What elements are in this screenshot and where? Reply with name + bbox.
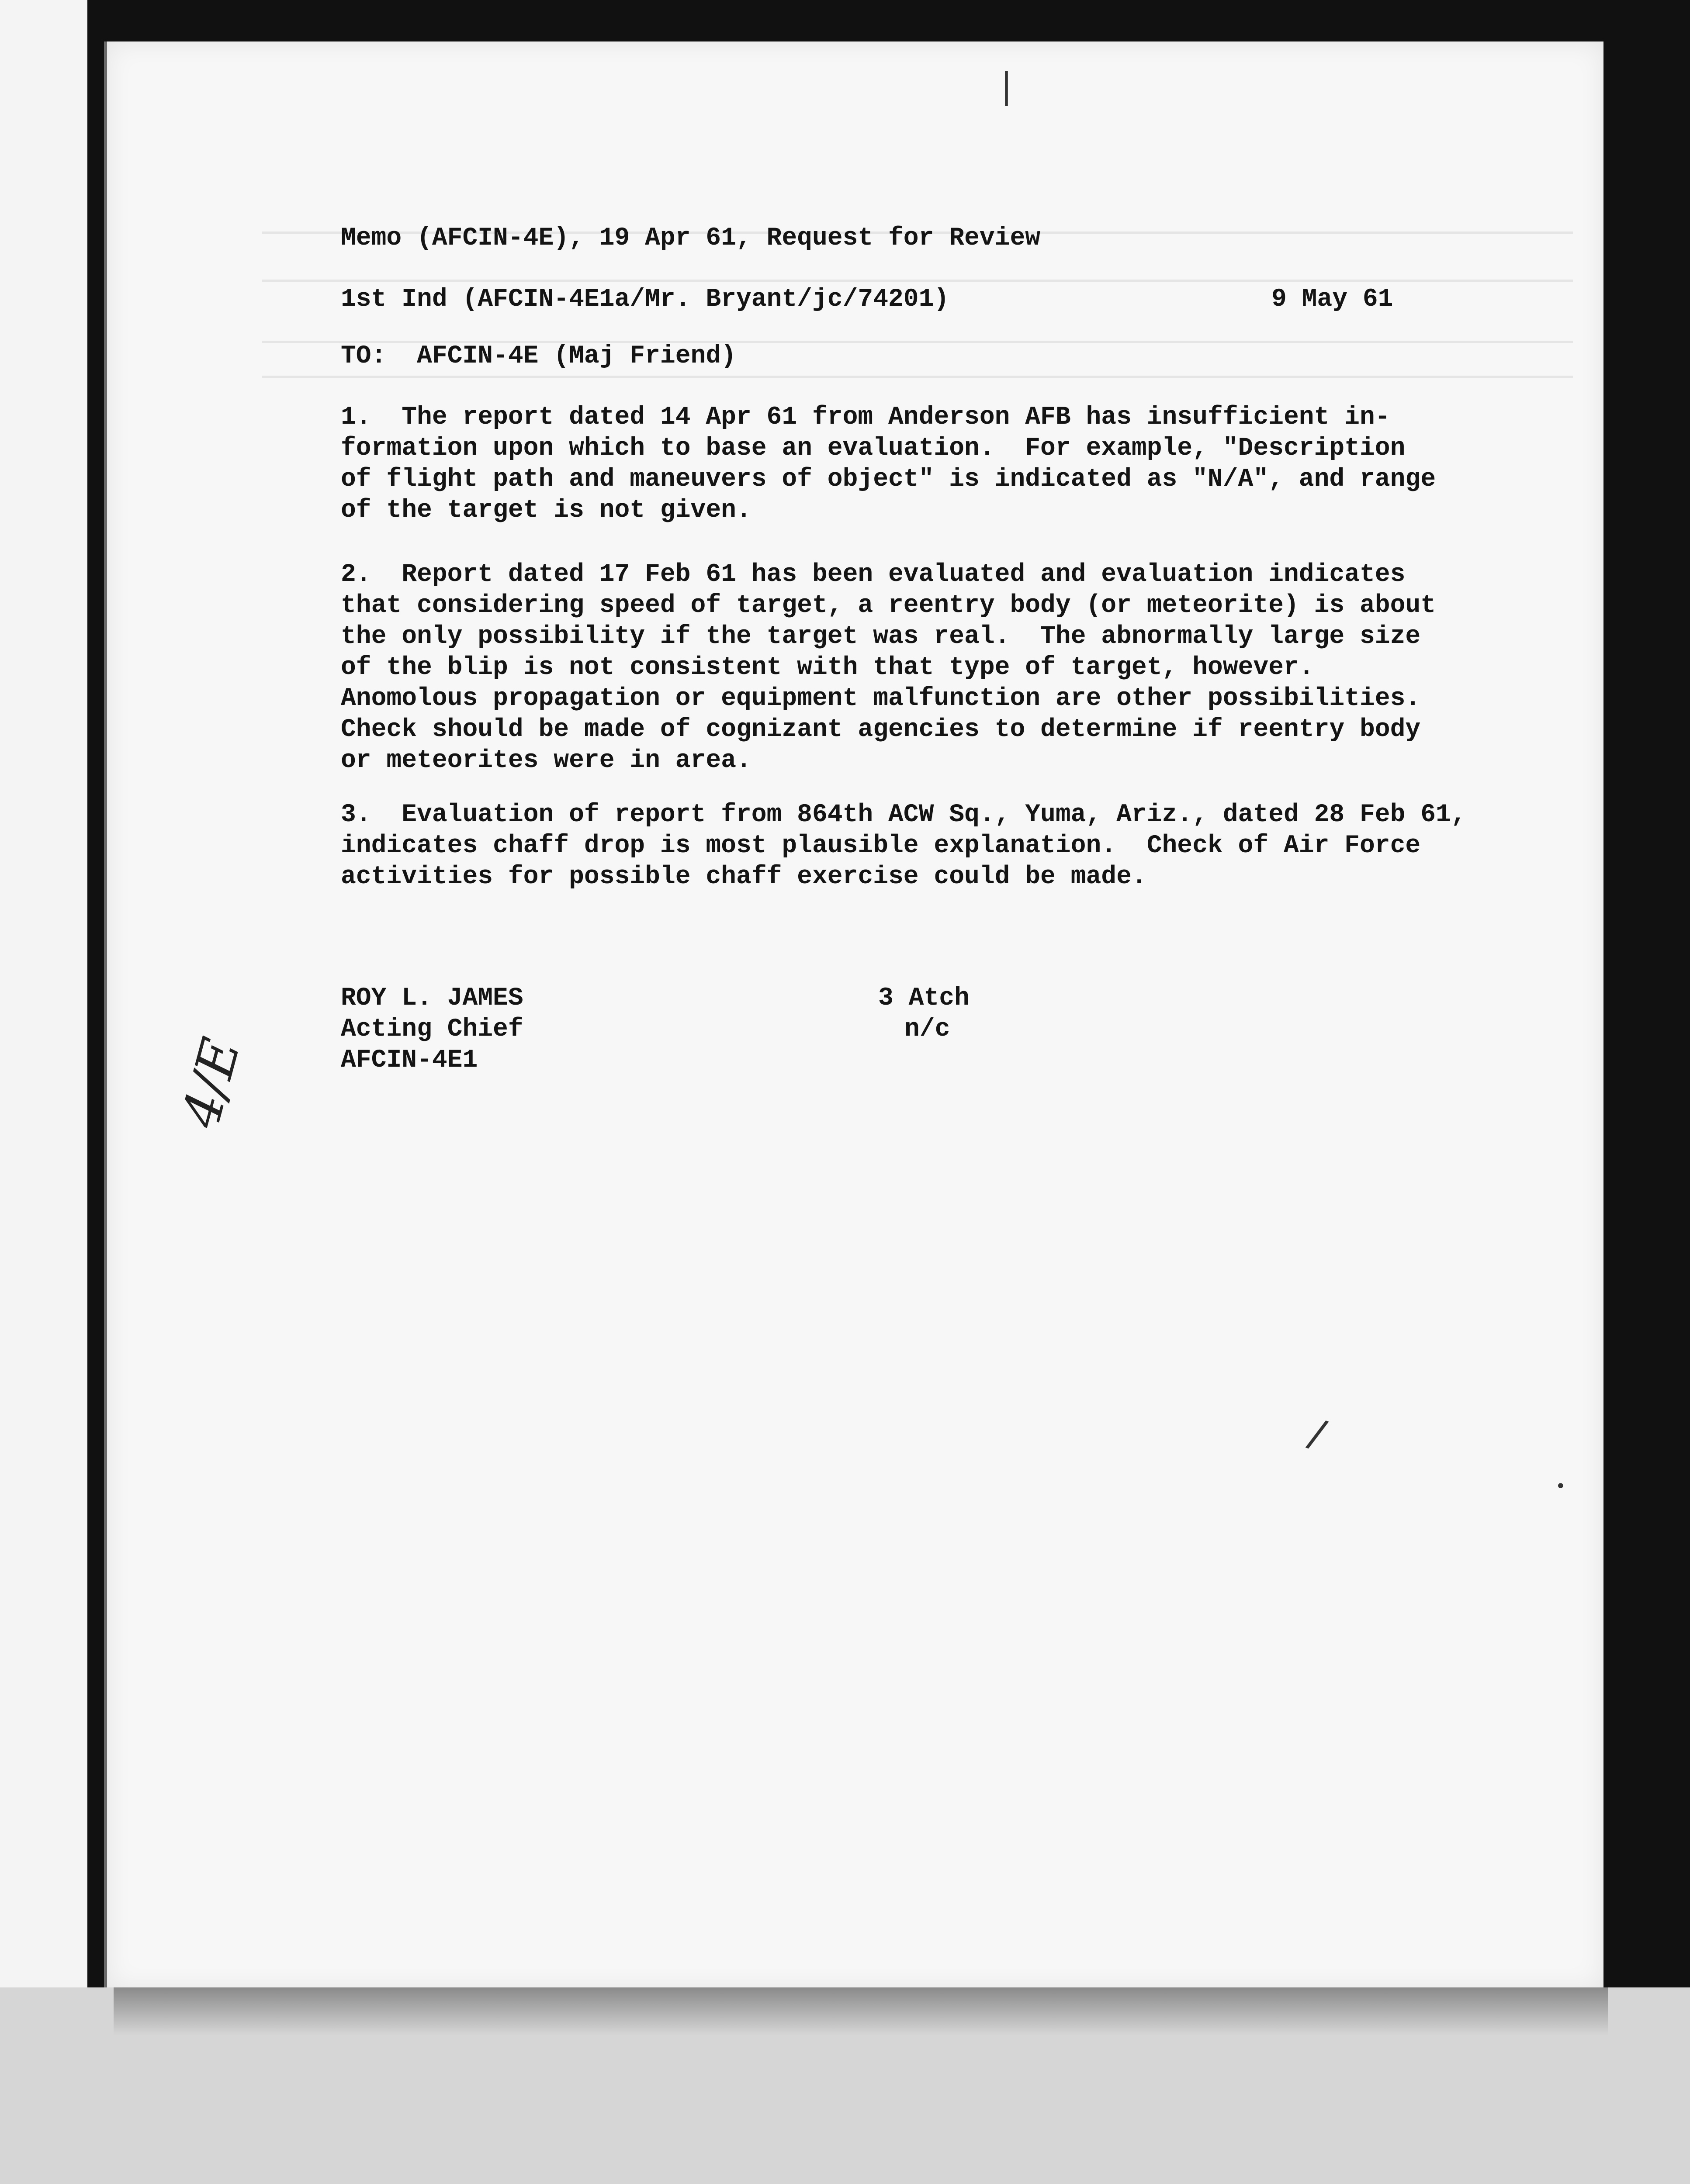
attachment-note: n/c <box>904 1015 950 1044</box>
paragraph-3 <box>341 799 1486 892</box>
paragraph-line: of the blip is not consistent with that type of target, however. <box>341 653 1314 682</box>
paragraph-line: of the target is not given. <box>341 496 751 525</box>
scan-speck: / <box>1303 1410 1332 1458</box>
paragraph-line: of flight path and maneuvers of object" is indicated as "N/A", and range <box>341 465 1436 494</box>
paragraph-line: formation upon which to base an evaluation. For example, "Description <box>341 434 1406 463</box>
paragraph-line: activities for possible chaff exercise could be made. <box>341 863 1147 891</box>
paragraph-1 <box>341 402 1486 526</box>
signature-name: ROY L. JAMES <box>341 984 523 1013</box>
scan-speck: | <box>1001 66 1012 106</box>
scan-left-margin <box>0 0 87 2184</box>
scan-speck: • <box>1555 1476 1566 1496</box>
paragraph-line: 2. Report dated 17 Feb 61 has been evaluated and evaluation indicates <box>341 560 1406 589</box>
handwritten-annotation: 4/E <box>170 1032 253 1134</box>
bleed-through-rule <box>262 376 1573 378</box>
indorsement-line: 1st Ind (AFCIN-4E1a/Mr. Bryant/jc/74201) <box>341 285 949 314</box>
paragraph-line: that considering speed of target, a reentry body (or meteorite) is about <box>341 591 1436 620</box>
sheet-shadow <box>114 1987 1608 2035</box>
attachment-count: 3 Atch <box>878 984 970 1013</box>
memo-date: 9 May 61 <box>1271 285 1393 314</box>
signature-office: AFCIN-4E1 <box>341 1046 478 1075</box>
paragraph-line: the only possibility if the target was real. The abnormally large size <box>341 622 1421 651</box>
paragraph-line: 1. The report dated 14 Apr 61 from Anderson AFB has insufficient in- <box>341 403 1390 432</box>
paragraph-line: 3. Evaluation of report from 864th ACW Sq., Yuma, Ariz., dated 28 Feb 61, <box>341 801 1466 829</box>
paragraph-line: Anomolous propagation or equipment malfunction are other possibilities. <box>341 684 1421 713</box>
signature-title: Acting Chief <box>341 1015 523 1044</box>
document-sheet <box>107 41 1603 1990</box>
addressee-line: TO: AFCIN-4E (Maj Friend) <box>341 342 736 370</box>
paragraph-line: or meteorites were in area. <box>341 746 751 775</box>
paragraph-line: indicates chaff drop is most plausible explanation. Check of Air Force <box>341 832 1421 860</box>
memo-reference: Memo (AFCIN-4E), 19 Apr 61, Request for Review <box>341 224 1041 252</box>
paragraph-line: Check should be made of cognizant agencies to determine if reentry body <box>341 715 1421 744</box>
bleed-through-rule <box>262 280 1573 282</box>
paragraph-2 <box>341 559 1486 776</box>
